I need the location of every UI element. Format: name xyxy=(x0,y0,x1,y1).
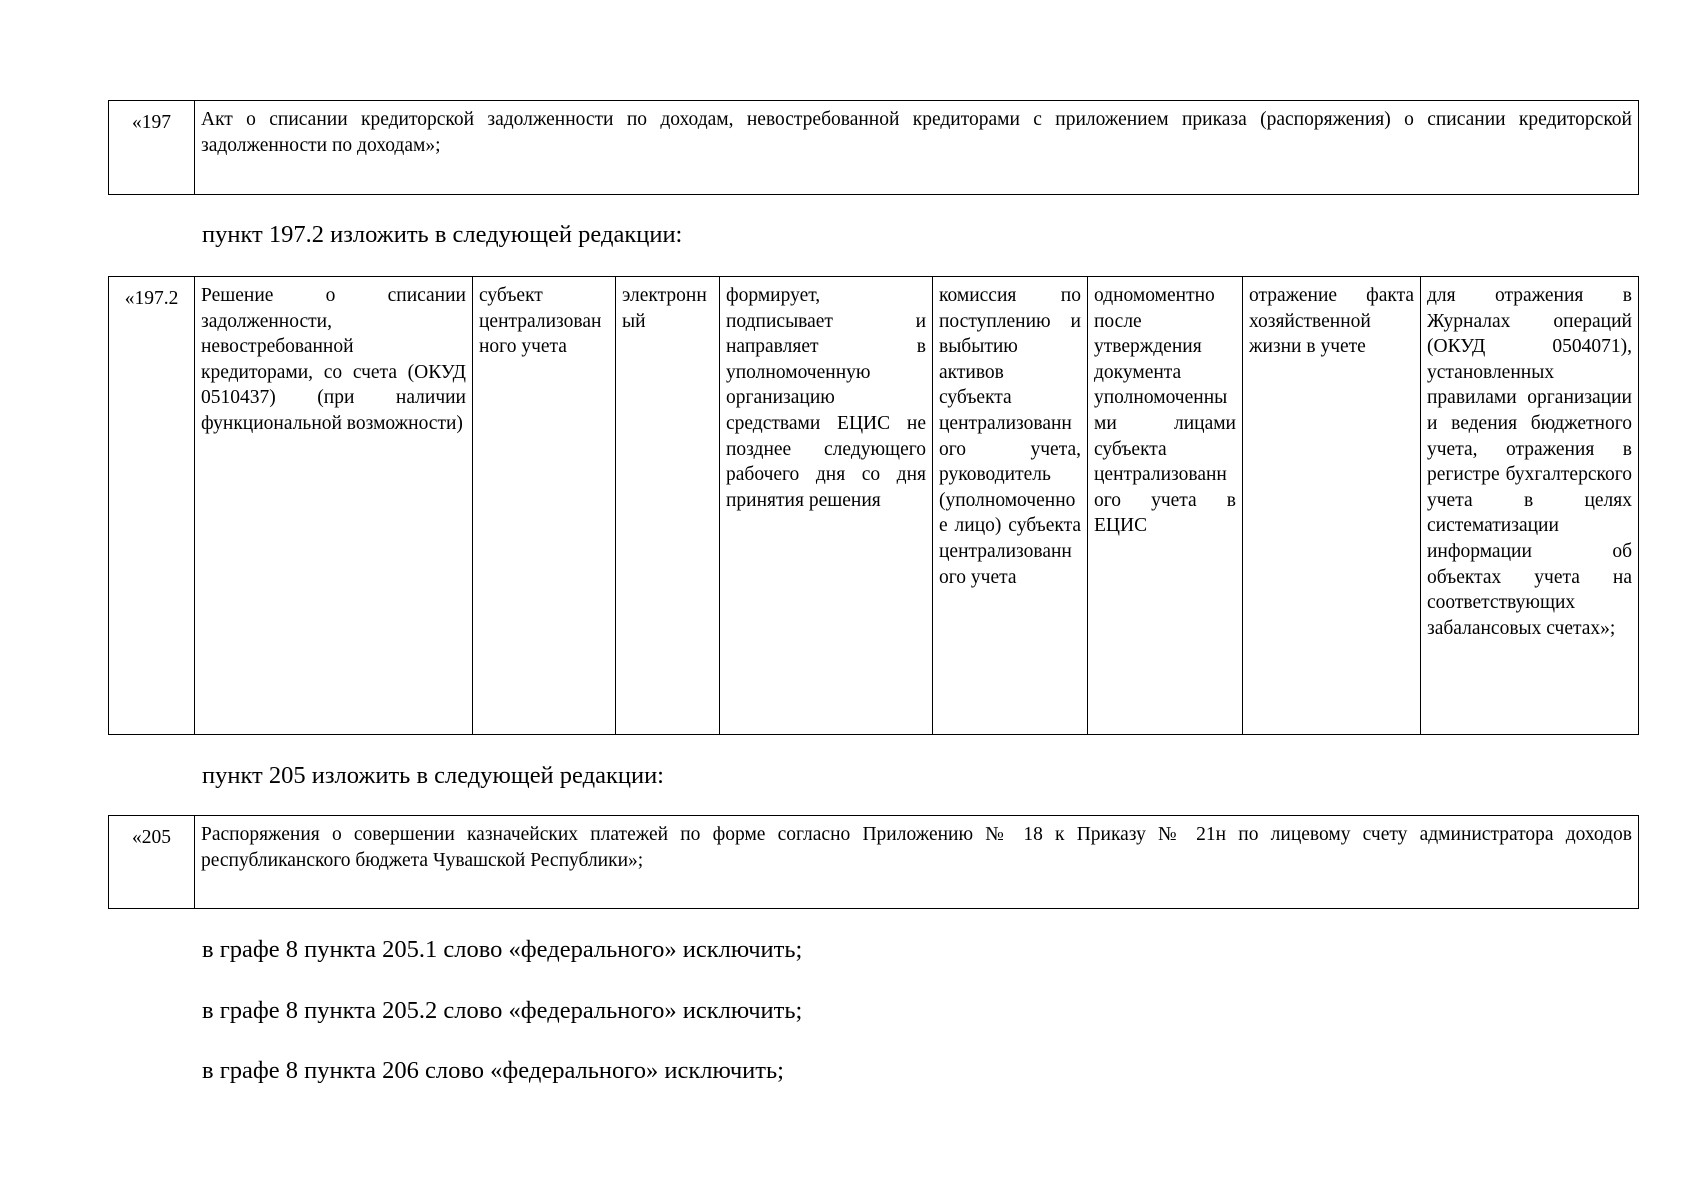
instruction-205: пункт 205 изложить в следующей редакции: xyxy=(202,762,664,789)
item-text-205: Распоряжения о совершении казначейских платежей по форме согласно Приложению № 18 к Приказу № 21н по лицевому счету администратора доходов республиканского бюджета Чувашской Республики»; xyxy=(195,816,1639,909)
timing-cell: одномоментно после утверждения документа уполномоченными лицами субъекта централизованного учета в ЕЦИС xyxy=(1088,277,1243,735)
accounting-cell: для отражения в Журналах операций (ОКУД 0504071), установленных правилами организации и ведения бюджетного учета, отражения в регистре бухгалтерского учета в целях систематизации информации об объектах учета на соответствующих забалансовых счетах»; xyxy=(1421,277,1639,735)
document-form-cell: электронный xyxy=(616,277,720,735)
item-number-205: «205 xyxy=(109,816,195,909)
purpose-cell: отражение факта хозяйственной жизни в учете xyxy=(1243,277,1421,735)
responsible-subject-cell: субъект централизованного учета xyxy=(473,277,616,735)
table-row xyxy=(109,101,1639,195)
item-number-197-2: «197.2 xyxy=(109,277,195,735)
signatories-cell: комиссия по поступлению и выбытию активов субъекта централизованного учета, руководитель (уполномоченное лицо) субъекта централизованного учета xyxy=(933,277,1088,735)
table-row xyxy=(109,816,1639,909)
table-item-205 xyxy=(108,815,1639,909)
item-text-197: Акт о списании кредиторской задолженности по доходам, невостребованной кредиторами с приложением приказа (распоряжения) о списании кредиторской задолженности по доходам»; xyxy=(195,101,1639,195)
instruction-206: в графе 8 пункта 206 слово «федерального» исключить; xyxy=(202,1057,784,1084)
item-number-197: «197 xyxy=(109,101,195,195)
table-item-197-2 xyxy=(108,276,1639,735)
instruction-205-1: в графе 8 пункта 205.1 слово «федерального» исключить; xyxy=(202,936,803,963)
instruction-197-2: пункт 197.2 изложить в следующей редакции: xyxy=(202,221,683,248)
table-item-197 xyxy=(108,100,1639,195)
procedure-cell: формирует, подписывает и направляет в уполномоченную организацию средствами ЕЦИС не позднее следующего рабочего дня со дня принятия решения xyxy=(720,277,933,735)
document-name-cell: Решение о списании задолженности, невостребованной кредиторами, со счета (ОКУД 0510437) (при наличии функциональной возможности) xyxy=(195,277,473,735)
table-row xyxy=(109,277,1639,735)
instruction-205-2: в графе 8 пункта 205.2 слово «федерального» исключить; xyxy=(202,997,803,1024)
